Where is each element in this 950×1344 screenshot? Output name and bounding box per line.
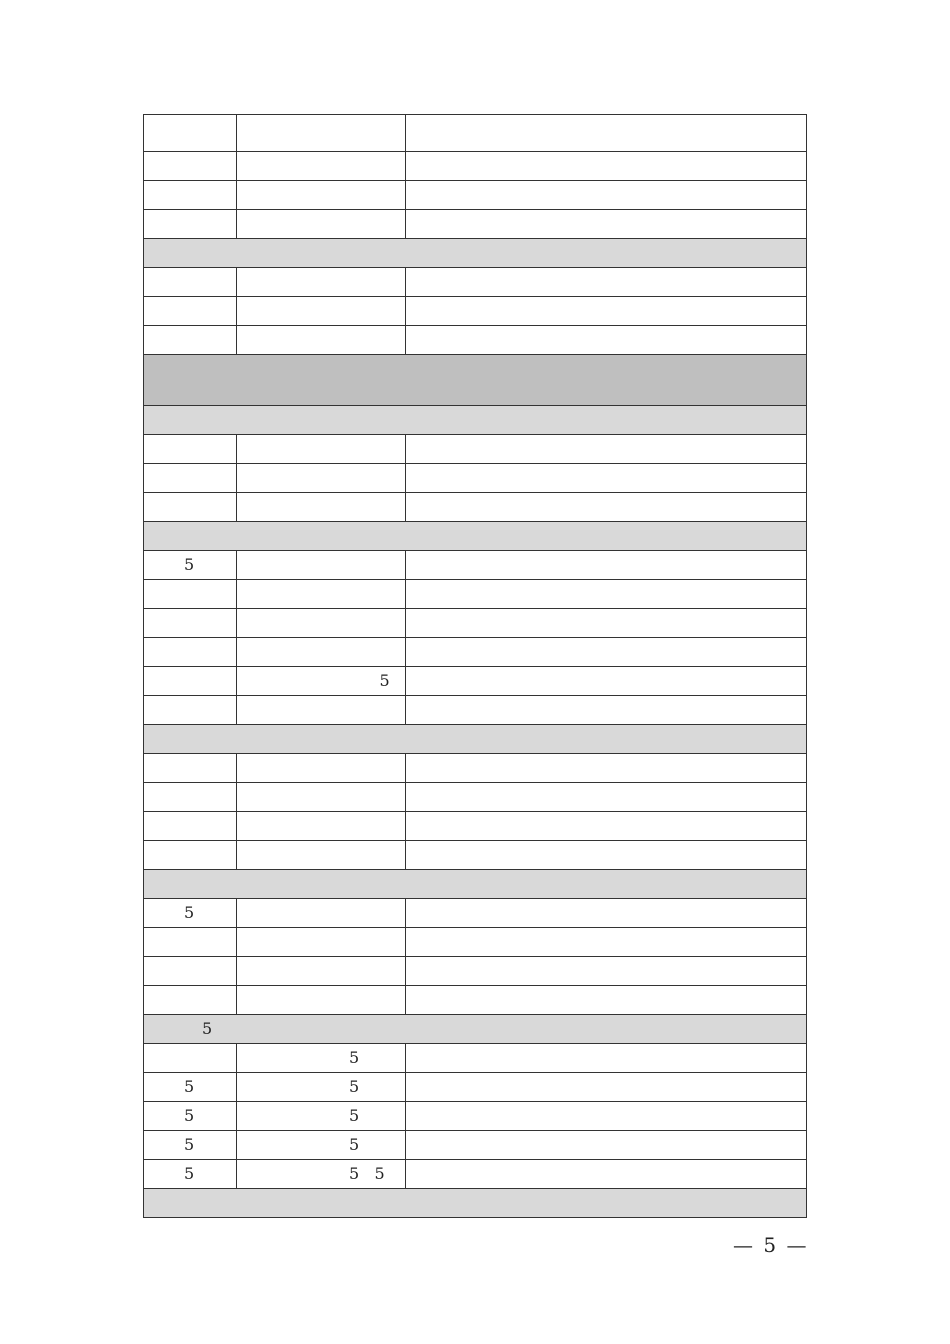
table-cell bbox=[406, 493, 807, 522]
section-cell bbox=[144, 870, 807, 899]
table-cell bbox=[237, 435, 406, 464]
table-row bbox=[144, 580, 807, 609]
table-row bbox=[144, 1044, 807, 1073]
section-cell bbox=[144, 725, 807, 754]
section-header bbox=[144, 239, 807, 268]
table-cell bbox=[406, 899, 807, 928]
table-row bbox=[144, 1160, 807, 1189]
table-row bbox=[144, 667, 807, 696]
cell-text: 5 bbox=[349, 671, 390, 690]
table-row bbox=[144, 928, 807, 957]
table-cell bbox=[237, 1073, 406, 1102]
table-cell bbox=[144, 957, 237, 986]
table-cell bbox=[144, 115, 237, 152]
table-cell bbox=[144, 783, 237, 812]
table-row bbox=[144, 899, 807, 928]
table-cell bbox=[406, 928, 807, 957]
table-cell bbox=[237, 326, 406, 355]
table-cell bbox=[144, 1160, 237, 1189]
table-row bbox=[144, 841, 807, 870]
table-cell bbox=[406, 181, 807, 210]
table-cell bbox=[406, 326, 807, 355]
table-cell bbox=[406, 696, 807, 725]
table-cell bbox=[406, 580, 807, 609]
section-header bbox=[144, 1189, 807, 1218]
table-row bbox=[144, 268, 807, 297]
table-row bbox=[144, 152, 807, 181]
table-cell bbox=[237, 783, 406, 812]
cell-text: 5 bbox=[349, 1135, 360, 1154]
table-cell bbox=[144, 638, 237, 667]
table-row bbox=[144, 115, 807, 152]
table-row bbox=[144, 551, 807, 580]
table-cell bbox=[144, 268, 237, 297]
page-number: — 5 — bbox=[733, 1233, 809, 1257]
table-cell bbox=[237, 551, 406, 580]
table-cell bbox=[406, 551, 807, 580]
table-cell bbox=[237, 986, 406, 1015]
cell-text: 5 bbox=[184, 1135, 195, 1154]
table-cell bbox=[237, 609, 406, 638]
table-cell bbox=[144, 580, 237, 609]
table-cell bbox=[237, 696, 406, 725]
section-cell bbox=[144, 522, 807, 551]
table-row bbox=[144, 326, 807, 355]
table-row bbox=[144, 1073, 807, 1102]
table-row bbox=[144, 1131, 807, 1160]
section-header bbox=[144, 406, 807, 435]
table-cell bbox=[237, 1131, 406, 1160]
section-cell bbox=[144, 355, 807, 406]
cell-text: 5 bbox=[349, 1106, 360, 1125]
table-cell bbox=[406, 986, 807, 1015]
section-header bbox=[144, 725, 807, 754]
cell-text: 5 bbox=[184, 1077, 195, 1096]
table-cell bbox=[406, 1073, 807, 1102]
table-cell bbox=[406, 754, 807, 783]
section-text: 5 bbox=[202, 1019, 213, 1038]
table-row bbox=[144, 493, 807, 522]
table-row bbox=[144, 1102, 807, 1131]
table-row bbox=[144, 210, 807, 239]
table-cell bbox=[237, 667, 406, 696]
table-cell bbox=[406, 297, 807, 326]
table-row bbox=[144, 297, 807, 326]
section-cell bbox=[144, 1015, 807, 1044]
table-cell bbox=[237, 464, 406, 493]
section-cell bbox=[144, 239, 807, 268]
table-cell bbox=[144, 210, 237, 239]
table-cell bbox=[144, 841, 237, 870]
table-cell bbox=[237, 638, 406, 667]
table-cell bbox=[237, 1102, 406, 1131]
table-cell bbox=[406, 268, 807, 297]
table-row bbox=[144, 181, 807, 210]
table-cell bbox=[144, 1131, 237, 1160]
table-cell bbox=[144, 464, 237, 493]
table-cell bbox=[144, 297, 237, 326]
table-cell bbox=[237, 210, 406, 239]
cell-text: 5 5 bbox=[349, 1164, 385, 1183]
table-cell bbox=[144, 609, 237, 638]
table-cell bbox=[144, 1044, 237, 1073]
table-cell bbox=[406, 115, 807, 152]
table-cell bbox=[144, 326, 237, 355]
table-cell bbox=[406, 435, 807, 464]
cell-text: 5 bbox=[184, 1106, 195, 1125]
table-cell bbox=[406, 783, 807, 812]
table-cell bbox=[237, 115, 406, 152]
cell-text: 5 bbox=[349, 1077, 360, 1096]
section-header bbox=[144, 522, 807, 551]
document-table bbox=[143, 114, 807, 1218]
table-cell bbox=[144, 152, 237, 181]
table-cell bbox=[144, 181, 237, 210]
table-row bbox=[144, 812, 807, 841]
table-cell bbox=[237, 297, 406, 326]
table-cell bbox=[144, 812, 237, 841]
table-cell bbox=[144, 551, 237, 580]
table-cell bbox=[406, 210, 807, 239]
table-cell bbox=[406, 464, 807, 493]
table-row bbox=[144, 783, 807, 812]
table-cell bbox=[144, 754, 237, 783]
table-row bbox=[144, 638, 807, 667]
table-row bbox=[144, 464, 807, 493]
table-cell bbox=[237, 268, 406, 297]
table-cell bbox=[406, 1044, 807, 1073]
table-cell bbox=[237, 957, 406, 986]
table-cell bbox=[406, 812, 807, 841]
table-cell bbox=[406, 667, 807, 696]
table-cell bbox=[237, 754, 406, 783]
cell-text: 5 bbox=[184, 555, 195, 574]
table-cell bbox=[406, 957, 807, 986]
table-row bbox=[144, 986, 807, 1015]
table-cell bbox=[144, 696, 237, 725]
table-cell bbox=[237, 181, 406, 210]
table-row bbox=[144, 957, 807, 986]
table-cell bbox=[237, 928, 406, 957]
section-header bbox=[144, 870, 807, 899]
table-row bbox=[144, 435, 807, 464]
section-header-dark bbox=[144, 355, 807, 406]
table-cell bbox=[144, 899, 237, 928]
cell-text: 5 bbox=[184, 903, 195, 922]
cell-text: 5 bbox=[184, 1164, 195, 1183]
table-cell bbox=[237, 841, 406, 870]
table-cell bbox=[406, 1131, 807, 1160]
table-cell bbox=[237, 580, 406, 609]
table-cell bbox=[144, 1102, 237, 1131]
table-cell bbox=[406, 841, 807, 870]
table-cell bbox=[144, 493, 237, 522]
table-cell bbox=[237, 899, 406, 928]
section-cell bbox=[144, 1189, 807, 1218]
table-row bbox=[144, 754, 807, 783]
table-cell bbox=[406, 1102, 807, 1131]
cell-text: 5 bbox=[349, 1048, 360, 1067]
table-cell bbox=[237, 152, 406, 181]
table-row bbox=[144, 609, 807, 638]
table-cell bbox=[237, 1044, 406, 1073]
table-cell bbox=[406, 1160, 807, 1189]
table-cell bbox=[406, 152, 807, 181]
section-header bbox=[144, 1015, 807, 1044]
table-body bbox=[144, 115, 807, 1218]
table-cell bbox=[237, 493, 406, 522]
table-cell bbox=[144, 986, 237, 1015]
table-cell bbox=[237, 1160, 406, 1189]
table-cell bbox=[406, 609, 807, 638]
table-cell bbox=[406, 638, 807, 667]
table-cell bbox=[144, 1073, 237, 1102]
section-cell bbox=[144, 406, 807, 435]
table-cell bbox=[144, 435, 237, 464]
table-cell bbox=[237, 812, 406, 841]
table-cell bbox=[144, 667, 237, 696]
table-cell bbox=[144, 928, 237, 957]
table-row bbox=[144, 696, 807, 725]
